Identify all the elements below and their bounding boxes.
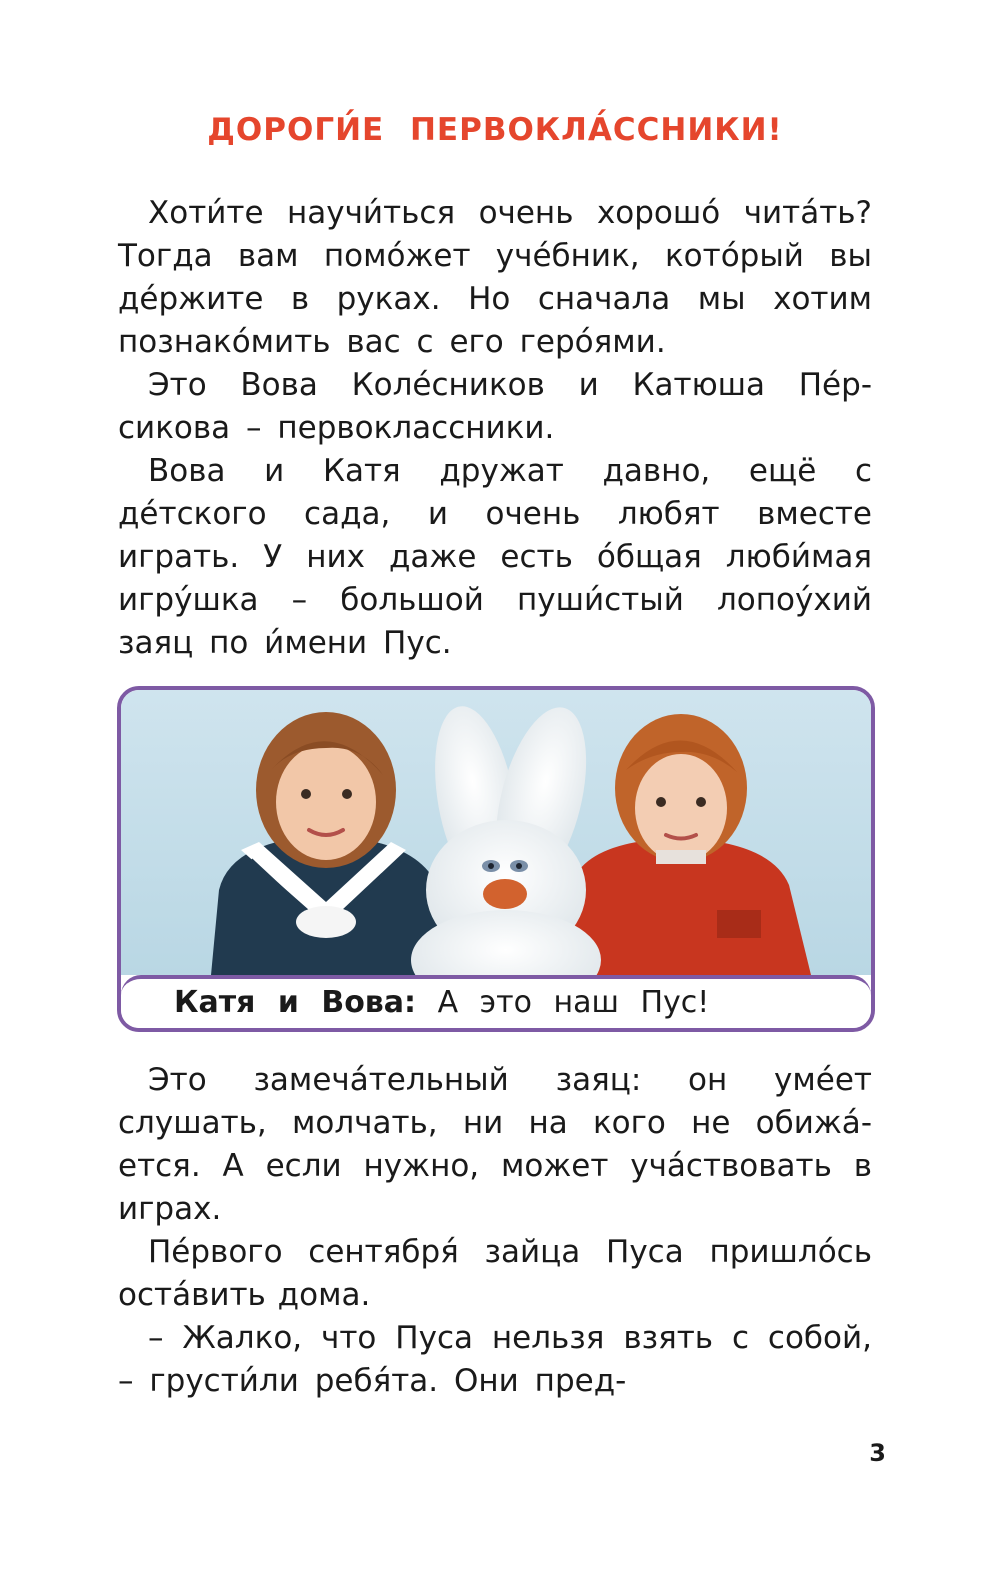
paragraph-1: Хоти́те научи́ться очень хорошо́ чита́ть? Тогда вам помо́жет уче́бник, кото́рый вы де́ржите в руках. Но сначала мы хотим познако́мить вас с его геро́ями. xyxy=(118,195,872,360)
photo-illustration xyxy=(121,690,871,975)
photo-caption xyxy=(121,975,871,1028)
caption-text: А это наш Пус! xyxy=(437,985,710,1020)
paragraph-5: Пе́рвого сентября́ зайца Пуса пришло́сь оста́вить дома. xyxy=(118,1234,872,1313)
paragraph-4: Это замеча́тельный заяц: он уме́ет слушать, молчать, ни на кого не обижа́ется. А если нужно, может уча́ствовать в играх. xyxy=(118,1062,872,1227)
children-with-bunny-photo xyxy=(121,690,871,975)
paragraph-6: – Жалко, что Пуса нельзя взять с собой, – грусти́ли ребя́та. Они пред- xyxy=(118,1320,872,1399)
caption-speaker: Катя и Вова: xyxy=(174,985,417,1020)
photo-frame xyxy=(117,686,875,1032)
page-number: 3 xyxy=(869,1439,886,1467)
paragraph-2: Это Вова Коле́сников и Катюша Пе́рсикова – первоклассники. xyxy=(118,367,872,446)
page-title: ДОРОГИ́Е ПЕРВОКЛА́ССНИКИ! xyxy=(207,112,783,148)
paragraph-3: Вова и Катя дружат давно, ещё с де́тского сада, и очень любят вместе играть. У них даже есть о́бщая люби́мая игру́шка – большой пуши́стый лопоу́хий заяц по и́мени Пус. xyxy=(118,453,872,661)
intro-text-block xyxy=(118,192,872,665)
story-text-block xyxy=(118,1059,872,1403)
